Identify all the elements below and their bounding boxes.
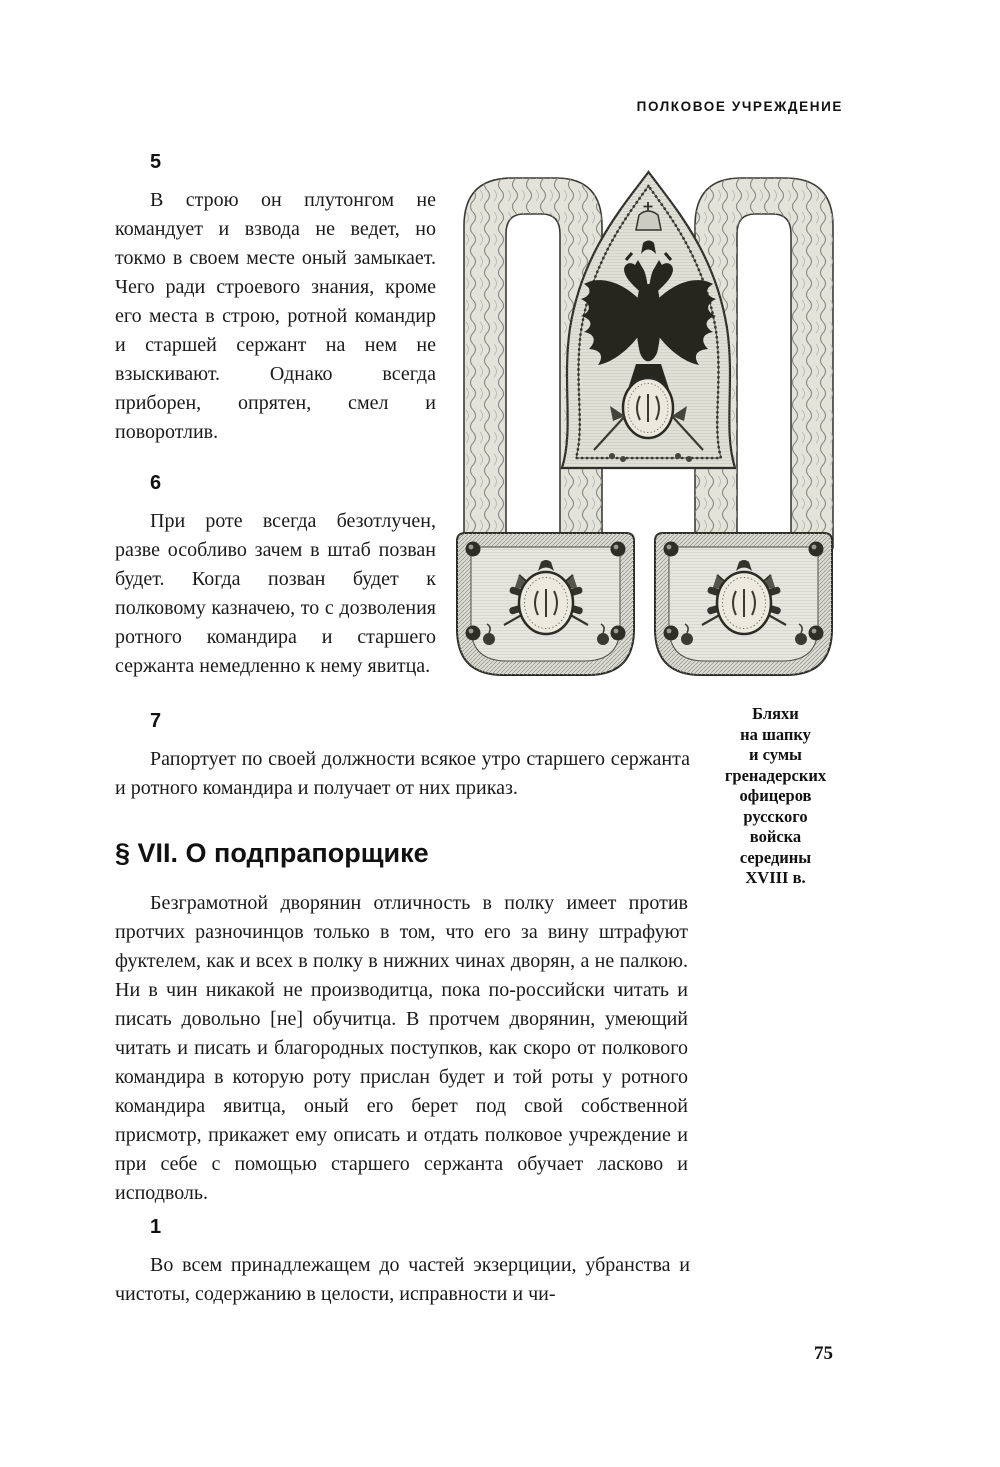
section-7-block xyxy=(115,710,690,803)
grenadier-plates-engraving xyxy=(452,168,845,690)
figure-caption-line: русского xyxy=(743,806,808,826)
figure-caption-line: середины xyxy=(739,847,812,867)
right-pouch xyxy=(655,533,832,675)
section-7-paragraph: Рапортует по своей должности всякое утро старшего сержанта и ротного командира и получает от них приказ. xyxy=(115,748,690,799)
section-number-1: 1 xyxy=(150,1216,162,1238)
section-number-5: 5 xyxy=(150,151,162,173)
figure-caption-line: гренадерских xyxy=(724,765,827,785)
left-pouch xyxy=(457,533,634,675)
figure-caption-line: Бляхи xyxy=(752,704,799,723)
figure-caption xyxy=(703,704,848,889)
section-6-paragraph: При роте всегда безотлучен, разве особливо зачем в штаб позван будет. Когда позван будет к полковому казначею, то с дозволения ротного командира и старшего сержанта немедленно к нему явитца. xyxy=(115,510,436,677)
figure-caption-line: войска xyxy=(749,827,802,846)
section-1-paragraph: Во всем принадлежащем до частей экзерциции, убранства и чистоты, содержанию в целости, исправности и чи- xyxy=(115,1254,690,1305)
section-number-7: 7 xyxy=(150,710,162,732)
page-number: 75 xyxy=(814,1343,833,1364)
running-head: ПОЛКОВОЕ УЧРЕЖДЕНИЕ xyxy=(636,99,843,114)
engraving-illustration xyxy=(452,168,845,690)
figure-caption-line: на шапку xyxy=(740,724,811,744)
figure-caption-line: XVIII в. xyxy=(745,868,806,887)
left-text-column xyxy=(115,151,436,681)
figure-caption-line: и сумы xyxy=(749,745,802,764)
section-number-6: 6 xyxy=(150,472,162,494)
chapter-heading: § VII. О подпрапорщике xyxy=(115,838,429,868)
section-5-paragraph: В строю он плутонгом не командует и взвода не ведет, но токмо в своем месте оный замыкает. Чего ради строевого знания, кроме его места в строю, ротной командир и старшей сержант на нем не взыскивают. Однако всегда приборен, опрятен, смел и поворотлив. xyxy=(115,189,436,443)
section-1-block xyxy=(115,1216,690,1309)
chapter-intro-paragraph: Безграмотной дворянин отличность в полку имеет против протчих разночинцов только в том, что его за вину штрафуют фуктелем, как и всех в полку в нижних чинах дворян, а не палкою. Ни в чин никакой не производитца, пока по-российски читать и писать довольно [не] обучитца. В протчем дворянин, умеющий читать и писать и благородных поступков, как скоро от полкового командира в которую роту прислан будет и той роты у ротного командира явитца, оный его берет под свой собственной присмотр, прикажет ему описать и отдать полковое учреждение и при себе с помощью старшего сержанта обучает ласково и исподволь. xyxy=(115,892,688,1204)
figure-caption-line: офицеров xyxy=(739,786,812,805)
